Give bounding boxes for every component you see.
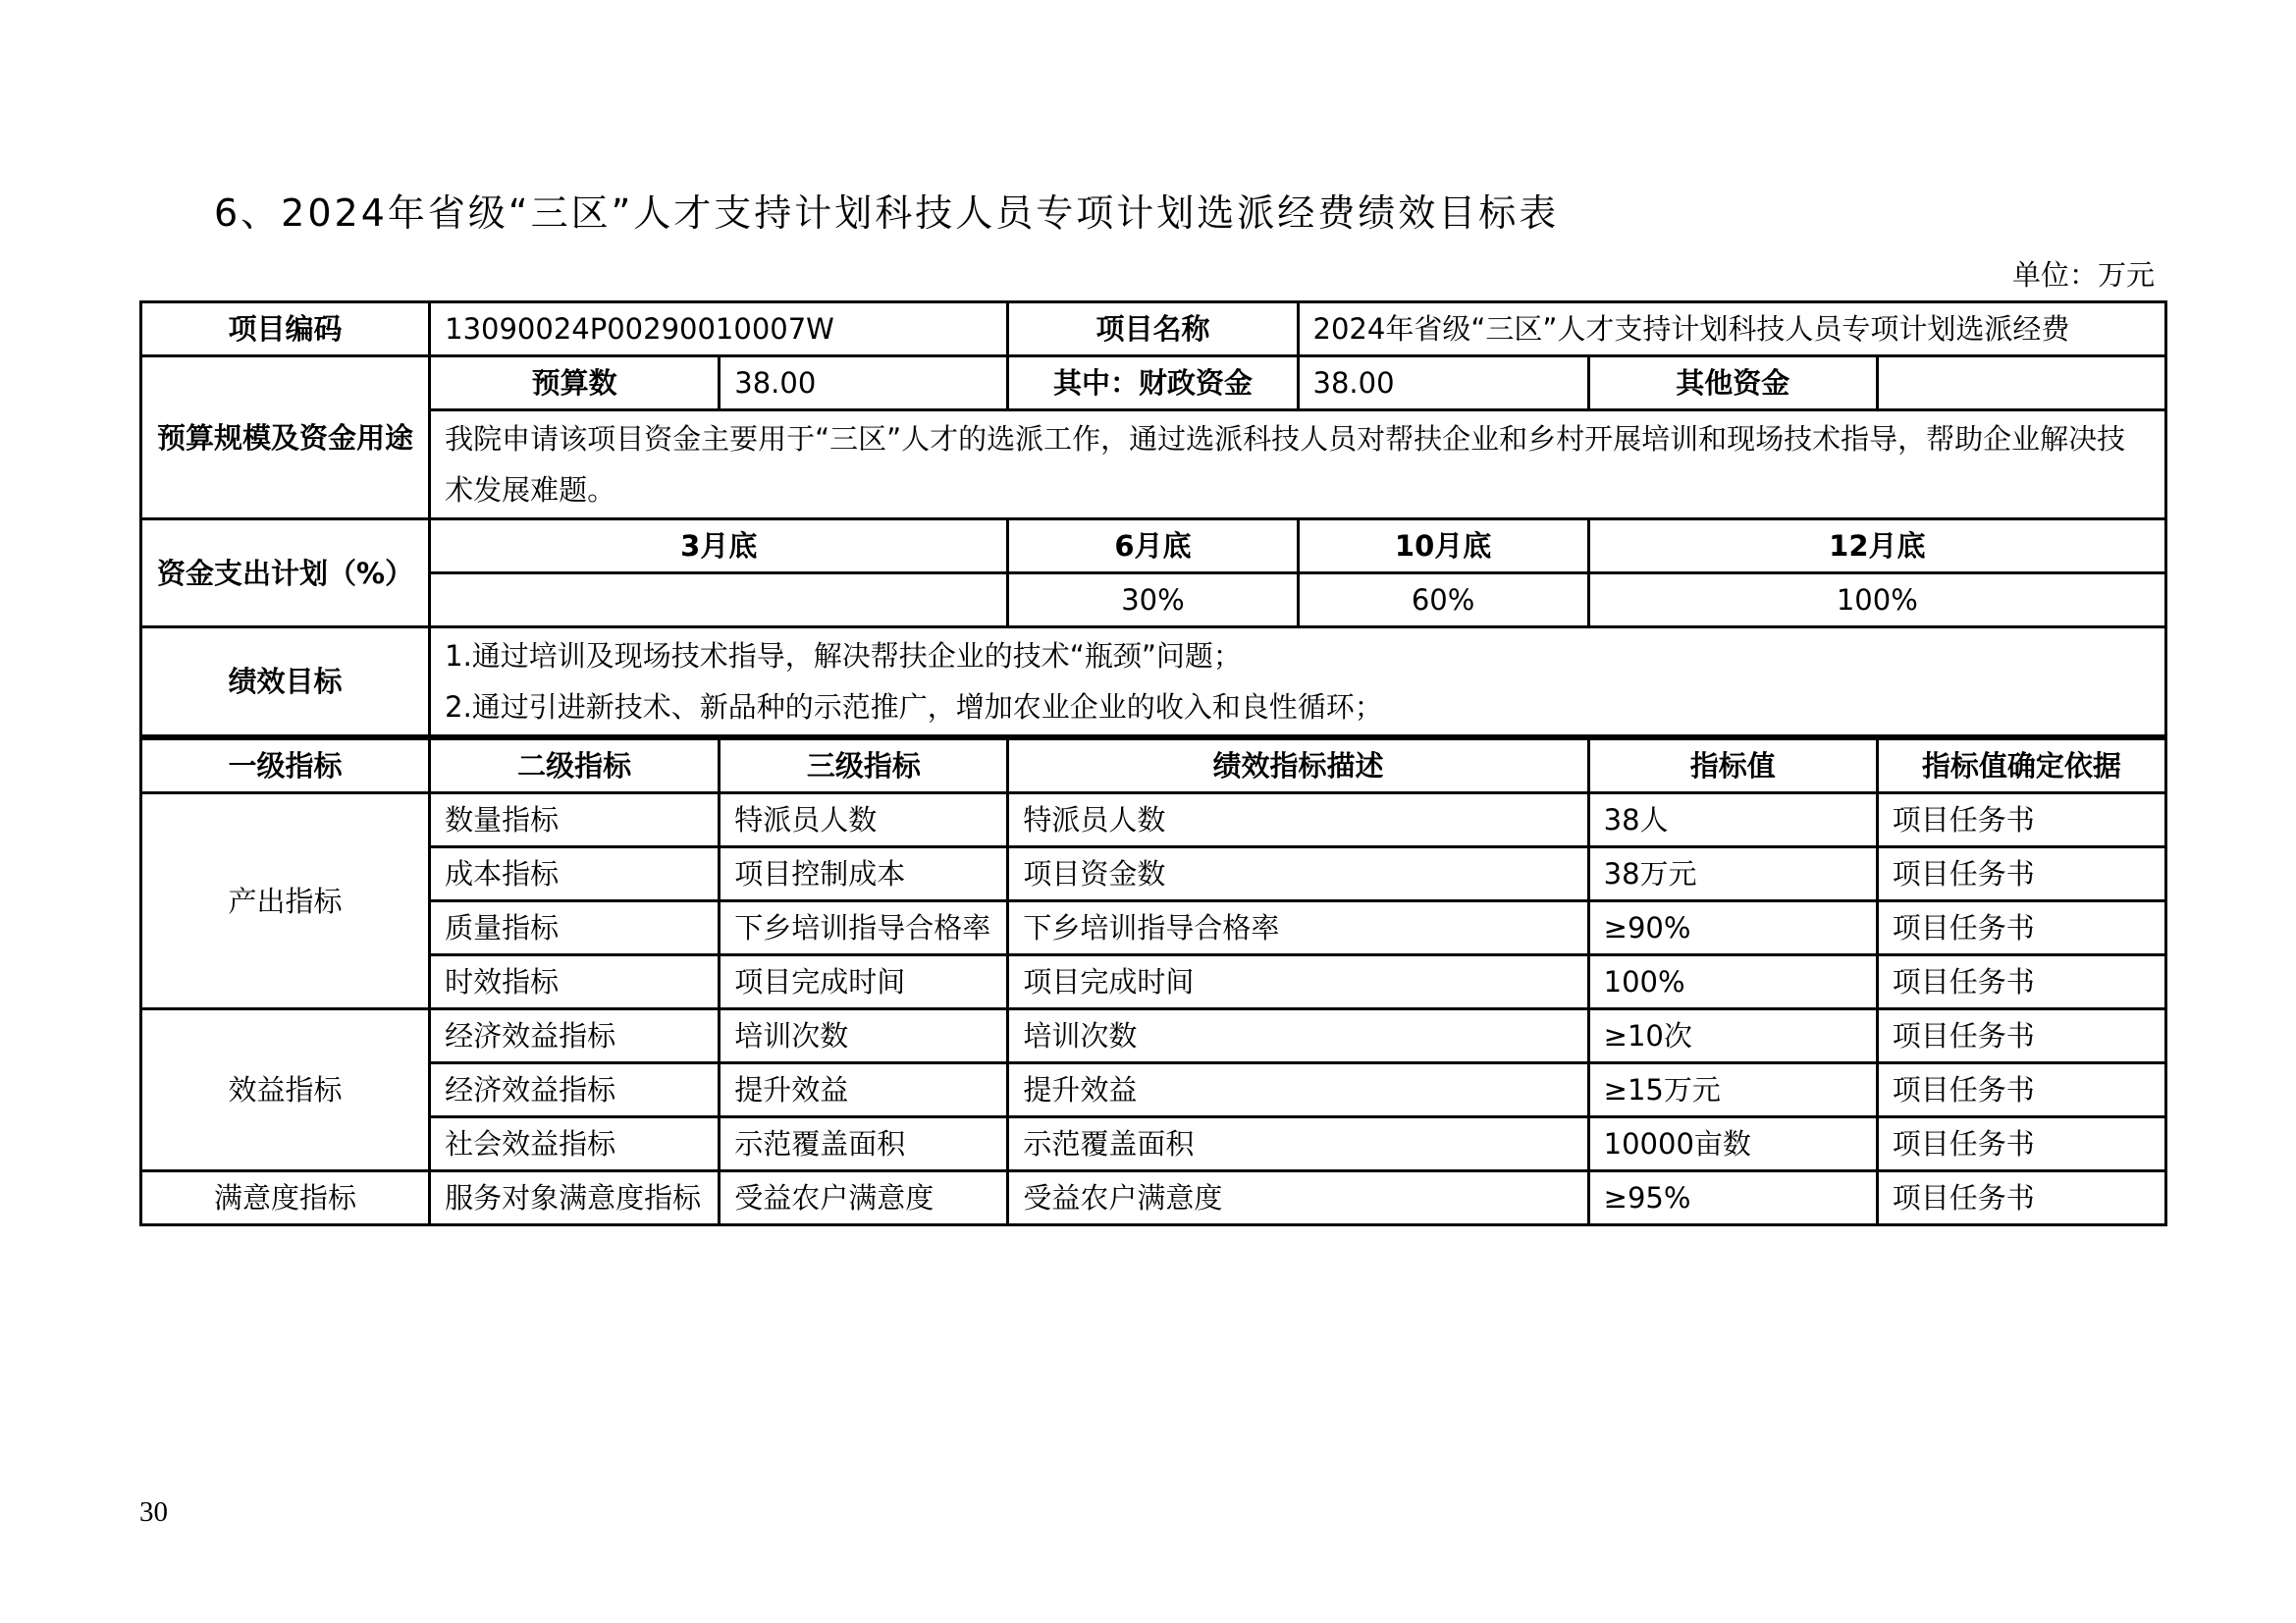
header-level2: 二级指标 — [430, 737, 720, 793]
description-cell: 下乡培训指导合格率 — [1008, 901, 1588, 955]
table-row — [141, 955, 2166, 1009]
level2-cell: 成本指标 — [430, 847, 720, 901]
basis-cell: 项目任务书 — [1877, 955, 2165, 1009]
target-value-cell: ≥95% — [1588, 1171, 1877, 1225]
spending-value-oct: 60% — [1298, 573, 1588, 627]
target-value-cell: 10000亩数 — [1588, 1117, 1877, 1171]
table-row — [141, 847, 2166, 901]
level3-cell: 示范覆盖面积 — [720, 1117, 1008, 1171]
budget-amount-label: 预算数 — [430, 356, 720, 410]
unit-label: 单位：万元 — [2011, 258, 2155, 292]
other-fund-label: 其他资金 — [1588, 356, 1877, 410]
goals-text — [430, 627, 2166, 738]
budget-amount-value: 38.00 — [720, 356, 1008, 410]
level2-cell: 服务对象满意度指标 — [430, 1171, 720, 1225]
level1-satisfaction: 满意度指标 — [141, 1171, 430, 1225]
basis-cell: 项目任务书 — [1877, 901, 2165, 955]
target-value-cell: 38人 — [1588, 793, 1877, 847]
fund-purpose-text: 我院申请该项目资金主要用于“三区”人才的选派工作，通过选派科技人员对帮扶企业和乡村开展培训和现场技术指导，帮助企业解决技术发展难题。 — [430, 410, 2166, 519]
table-row — [141, 1063, 2166, 1117]
spending-header-dec: 12月底 — [1588, 519, 2165, 573]
level3-cell: 提升效益 — [720, 1063, 1008, 1117]
spending-header-jun: 6月底 — [1008, 519, 1298, 573]
basis-cell: 项目任务书 — [1877, 793, 2165, 847]
description-cell: 提升效益 — [1008, 1063, 1588, 1117]
spending-header-mar: 3月底 — [430, 519, 1008, 573]
description-cell: 培训次数 — [1008, 1009, 1588, 1063]
header-target-value: 指标值 — [1588, 737, 1877, 793]
basis-cell: 项目任务书 — [1877, 1171, 2165, 1225]
project-name-label: 项目名称 — [1008, 302, 1298, 356]
header-description: 绩效指标描述 — [1008, 737, 1588, 793]
page-number: 30 — [139, 1496, 168, 1528]
description-cell: 特派员人数 — [1008, 793, 1588, 847]
level2-cell: 经济效益指标 — [430, 1063, 720, 1117]
fiscal-fund-value: 38.00 — [1298, 356, 1588, 410]
page-title: 6、2024年省级“三区”人才支持计划科技人员专项计划选派经费绩效目标表 — [214, 191, 1560, 235]
description-cell: 项目完成时间 — [1008, 955, 1588, 1009]
level3-cell: 下乡培训指导合格率 — [720, 901, 1008, 955]
table-row — [141, 1117, 2166, 1171]
level3-cell: 项目控制成本 — [720, 847, 1008, 901]
header-basis: 指标值确定依据 — [1877, 737, 2165, 793]
table-row — [141, 793, 2166, 847]
description-cell: 受益农户满意度 — [1008, 1171, 1588, 1225]
table-row — [141, 901, 2166, 955]
level1-output: 产出指标 — [141, 793, 430, 1009]
table-row — [141, 1171, 2166, 1225]
performance-target-table — [139, 300, 2167, 1226]
basis-cell: 项目任务书 — [1877, 1063, 2165, 1117]
fiscal-fund-label: 其中：财政资金 — [1008, 356, 1298, 410]
target-value-cell: 38万元 — [1588, 847, 1877, 901]
description-cell: 示范覆盖面积 — [1008, 1117, 1588, 1171]
spending-plan-label: 资金支出计划（%） — [141, 519, 430, 627]
level3-cell: 受益农户满意度 — [720, 1171, 1008, 1225]
spending-value-mar — [430, 573, 1008, 627]
level3-cell: 培训次数 — [720, 1009, 1008, 1063]
spending-header-oct: 10月底 — [1298, 519, 1588, 573]
spending-value-jun: 30% — [1008, 573, 1298, 627]
goal-item: 1.通过培训及现场技术指导，解决帮扶企业的技术“瓶颈”问题； — [445, 639, 1242, 673]
target-value-cell: ≥15万元 — [1588, 1063, 1877, 1117]
project-name-value: 2024年省级“三区”人才支持计划科技人员专项计划选派经费 — [1298, 302, 2165, 356]
level1-benefit: 效益指标 — [141, 1009, 430, 1171]
level2-cell: 经济效益指标 — [430, 1009, 720, 1063]
project-code-label: 项目编码 — [141, 302, 430, 356]
level2-cell: 时效指标 — [430, 955, 720, 1009]
target-value-cell: ≥10次 — [1588, 1009, 1877, 1063]
basis-cell: 项目任务书 — [1877, 847, 2165, 901]
basis-cell: 项目任务书 — [1877, 1117, 2165, 1171]
other-fund-value — [1877, 356, 2165, 410]
header-level1: 一级指标 — [141, 737, 430, 793]
level2-cell: 质量指标 — [430, 901, 720, 955]
description-cell: 项目资金数 — [1008, 847, 1588, 901]
target-value-cell: 100% — [1588, 955, 1877, 1009]
basis-cell: 项目任务书 — [1877, 1009, 2165, 1063]
level3-cell: 项目完成时间 — [720, 955, 1008, 1009]
project-code-value: 13090024P00290010007W — [430, 302, 1008, 356]
spending-value-dec: 100% — [1588, 573, 2165, 627]
table-row — [141, 1009, 2166, 1063]
header-level3: 三级指标 — [720, 737, 1008, 793]
budget-section-label: 预算规模及资金用途 — [141, 356, 430, 519]
level2-cell: 数量指标 — [430, 793, 720, 847]
level3-cell: 特派员人数 — [720, 793, 1008, 847]
goal-item: 2.通过引进新技术、新品种的示范推广，增加农业企业的收入和良性循环； — [445, 690, 1383, 724]
goals-label: 绩效目标 — [141, 627, 430, 738]
target-value-cell: ≥90% — [1588, 901, 1877, 955]
level2-cell: 社会效益指标 — [430, 1117, 720, 1171]
